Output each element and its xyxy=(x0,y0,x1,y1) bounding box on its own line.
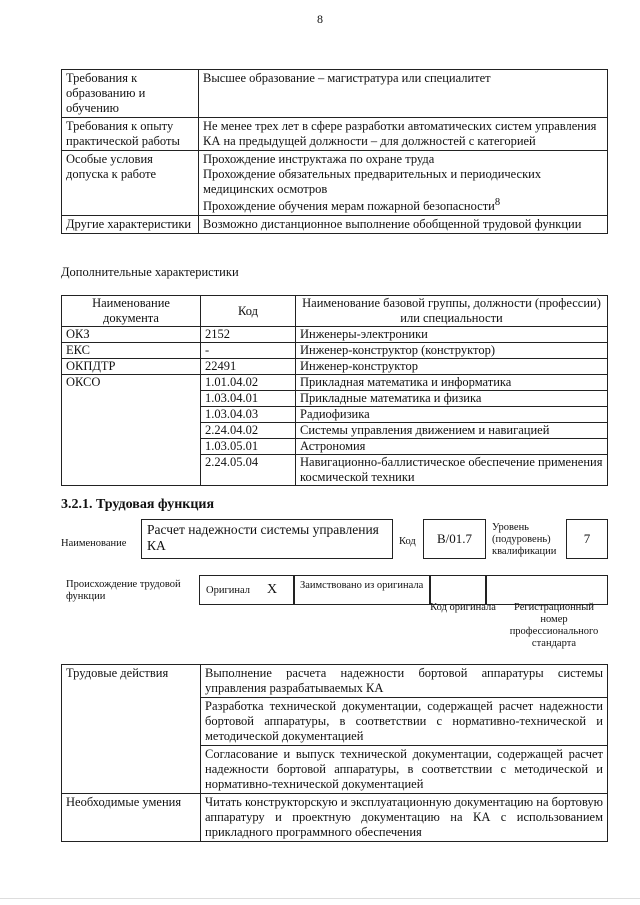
action-item: Согласование и выпуск технической документации, содержащей расчет надежности бортовой аппаратуры, в соответствии с методической и нормативно-технической документацией xyxy=(201,746,608,794)
cell-code: 22491 xyxy=(201,359,296,375)
cell-code: - xyxy=(201,343,296,359)
origin-label: Происхождение трудовой функции xyxy=(66,579,181,602)
additional-title: Дополнительные характеристики xyxy=(61,265,239,279)
reg-number-label: Регистрационный номер профессионального стандарта xyxy=(509,602,599,649)
cell-name: Радиофизика xyxy=(296,407,608,423)
name-label: Наименование xyxy=(61,538,127,549)
code-label: Код xyxy=(399,536,416,547)
actions-label: Трудовые действия xyxy=(62,665,201,794)
cell-code: 1.03.04.03 xyxy=(201,407,296,423)
row-value xyxy=(199,151,608,216)
table-row xyxy=(62,375,608,391)
cell-name: Астрономия xyxy=(296,439,608,455)
level-box: 7 xyxy=(566,519,608,559)
original-box xyxy=(199,575,294,605)
page-bottom-edge xyxy=(0,898,640,899)
row-label: Требования к образованию и обучению xyxy=(62,70,199,118)
cell-name: Прикладная математика и информатика xyxy=(296,375,608,391)
table-row xyxy=(62,359,608,375)
cell-code: 2152 xyxy=(201,327,296,343)
table-row xyxy=(62,794,608,842)
actions-table xyxy=(61,664,608,842)
table-row xyxy=(62,216,608,234)
cell-code: 1.01.04.02 xyxy=(201,375,296,391)
header-code: Код xyxy=(201,296,296,327)
footnote-marker: 8 xyxy=(494,197,501,208)
table-row xyxy=(62,665,608,698)
cell-doc: ОКЗ xyxy=(62,327,201,343)
row-label: Требования к опыту практической работы xyxy=(62,118,199,151)
cell-name: Системы управления движением и навигацией xyxy=(296,423,608,439)
table-row xyxy=(62,327,608,343)
function-name-box: Расчет надежности системы управления КА xyxy=(141,519,393,559)
row-label: Особые условия допуска к работе xyxy=(62,151,199,216)
cell-name: Инженеры-электроники xyxy=(296,327,608,343)
level-label: Уровень (подуровень) квалификации xyxy=(492,522,557,557)
page-number: 8 xyxy=(317,12,323,26)
row-line: Высшее образование – магистратура или специалитет xyxy=(203,71,491,85)
function-heading: 3.2.1. Трудовая функция xyxy=(61,497,215,512)
row-line: Возможно дистанционное выполнение обобщенной трудовой функции xyxy=(203,217,582,232)
action-item: Разработка технической документации, содержащей расчет надежности бортовой аппаратуры, в соответствии с нормативно-технической и методической документацией xyxy=(201,698,608,746)
skill-item: Читать конструкторскую и эксплуатационную документацию на бортовую аппаратуру и проектную документацию на КА с использованием прикладного программного обеспечения xyxy=(201,794,608,842)
original-label: Оригинал xyxy=(206,585,250,596)
table-row xyxy=(62,151,608,216)
cell-doc: ОКПДТР xyxy=(62,359,201,375)
skills-label: Необходимые умения xyxy=(62,794,201,842)
header-document: Наименование документа xyxy=(62,296,201,327)
cell-doc: ОКСО xyxy=(62,375,201,486)
requirements-table xyxy=(61,69,608,234)
row-value xyxy=(199,216,608,234)
row-line: Прохождение инструктажа по охране труда xyxy=(203,152,435,166)
cell-code: 1.03.04.01 xyxy=(201,391,296,407)
header-name: Наименование базовой группы, должности (профессии) или специальности xyxy=(296,296,608,327)
table-row xyxy=(62,118,608,151)
function-code-box: B/01.7 xyxy=(423,519,486,559)
borrowed-box xyxy=(294,575,430,605)
cell-code: 2.24.05.04 xyxy=(201,455,296,486)
row-label: Другие характеристики xyxy=(62,216,199,234)
row-line-text: Прохождение обучения мерам пожарной безопасности xyxy=(203,199,495,214)
table-row xyxy=(62,343,608,359)
code-origin-box xyxy=(430,575,486,605)
table-header-row xyxy=(62,296,608,327)
row-line: Прохождение обязательных предварительных и периодических медицинских осмотров xyxy=(203,167,542,196)
code-origin-label: Код оригинала xyxy=(430,602,496,613)
borrowed-label: Заимствовано из оригинала xyxy=(300,580,424,591)
row-value xyxy=(199,70,608,118)
row-value xyxy=(199,118,608,151)
original-mark: X xyxy=(267,582,278,597)
row-line xyxy=(203,197,603,214)
reg-number-box xyxy=(486,575,608,605)
row-line: Не менее трех лет в сфере разработки автоматических систем управления КА на предыдущей должности – для должностей с категорией xyxy=(203,119,597,148)
cell-name: Прикладные математика и физика xyxy=(296,391,608,407)
additional-table xyxy=(61,295,608,486)
cell-code: 1.03.05.01 xyxy=(201,439,296,455)
cell-code: 2.24.04.02 xyxy=(201,423,296,439)
cell-name: Навигационно-баллистическое обеспечение применения космической техники xyxy=(296,455,608,486)
table-row xyxy=(62,70,608,118)
cell-name: Инженер-конструктор xyxy=(296,359,608,375)
cell-name: Инженер-конструктор (конструктор) xyxy=(296,343,608,359)
action-item: Выполнение расчета надежности бортовой аппаратуры системы управления разрабатываемых КА xyxy=(201,665,608,698)
cell-doc: ЕКС xyxy=(62,343,201,359)
